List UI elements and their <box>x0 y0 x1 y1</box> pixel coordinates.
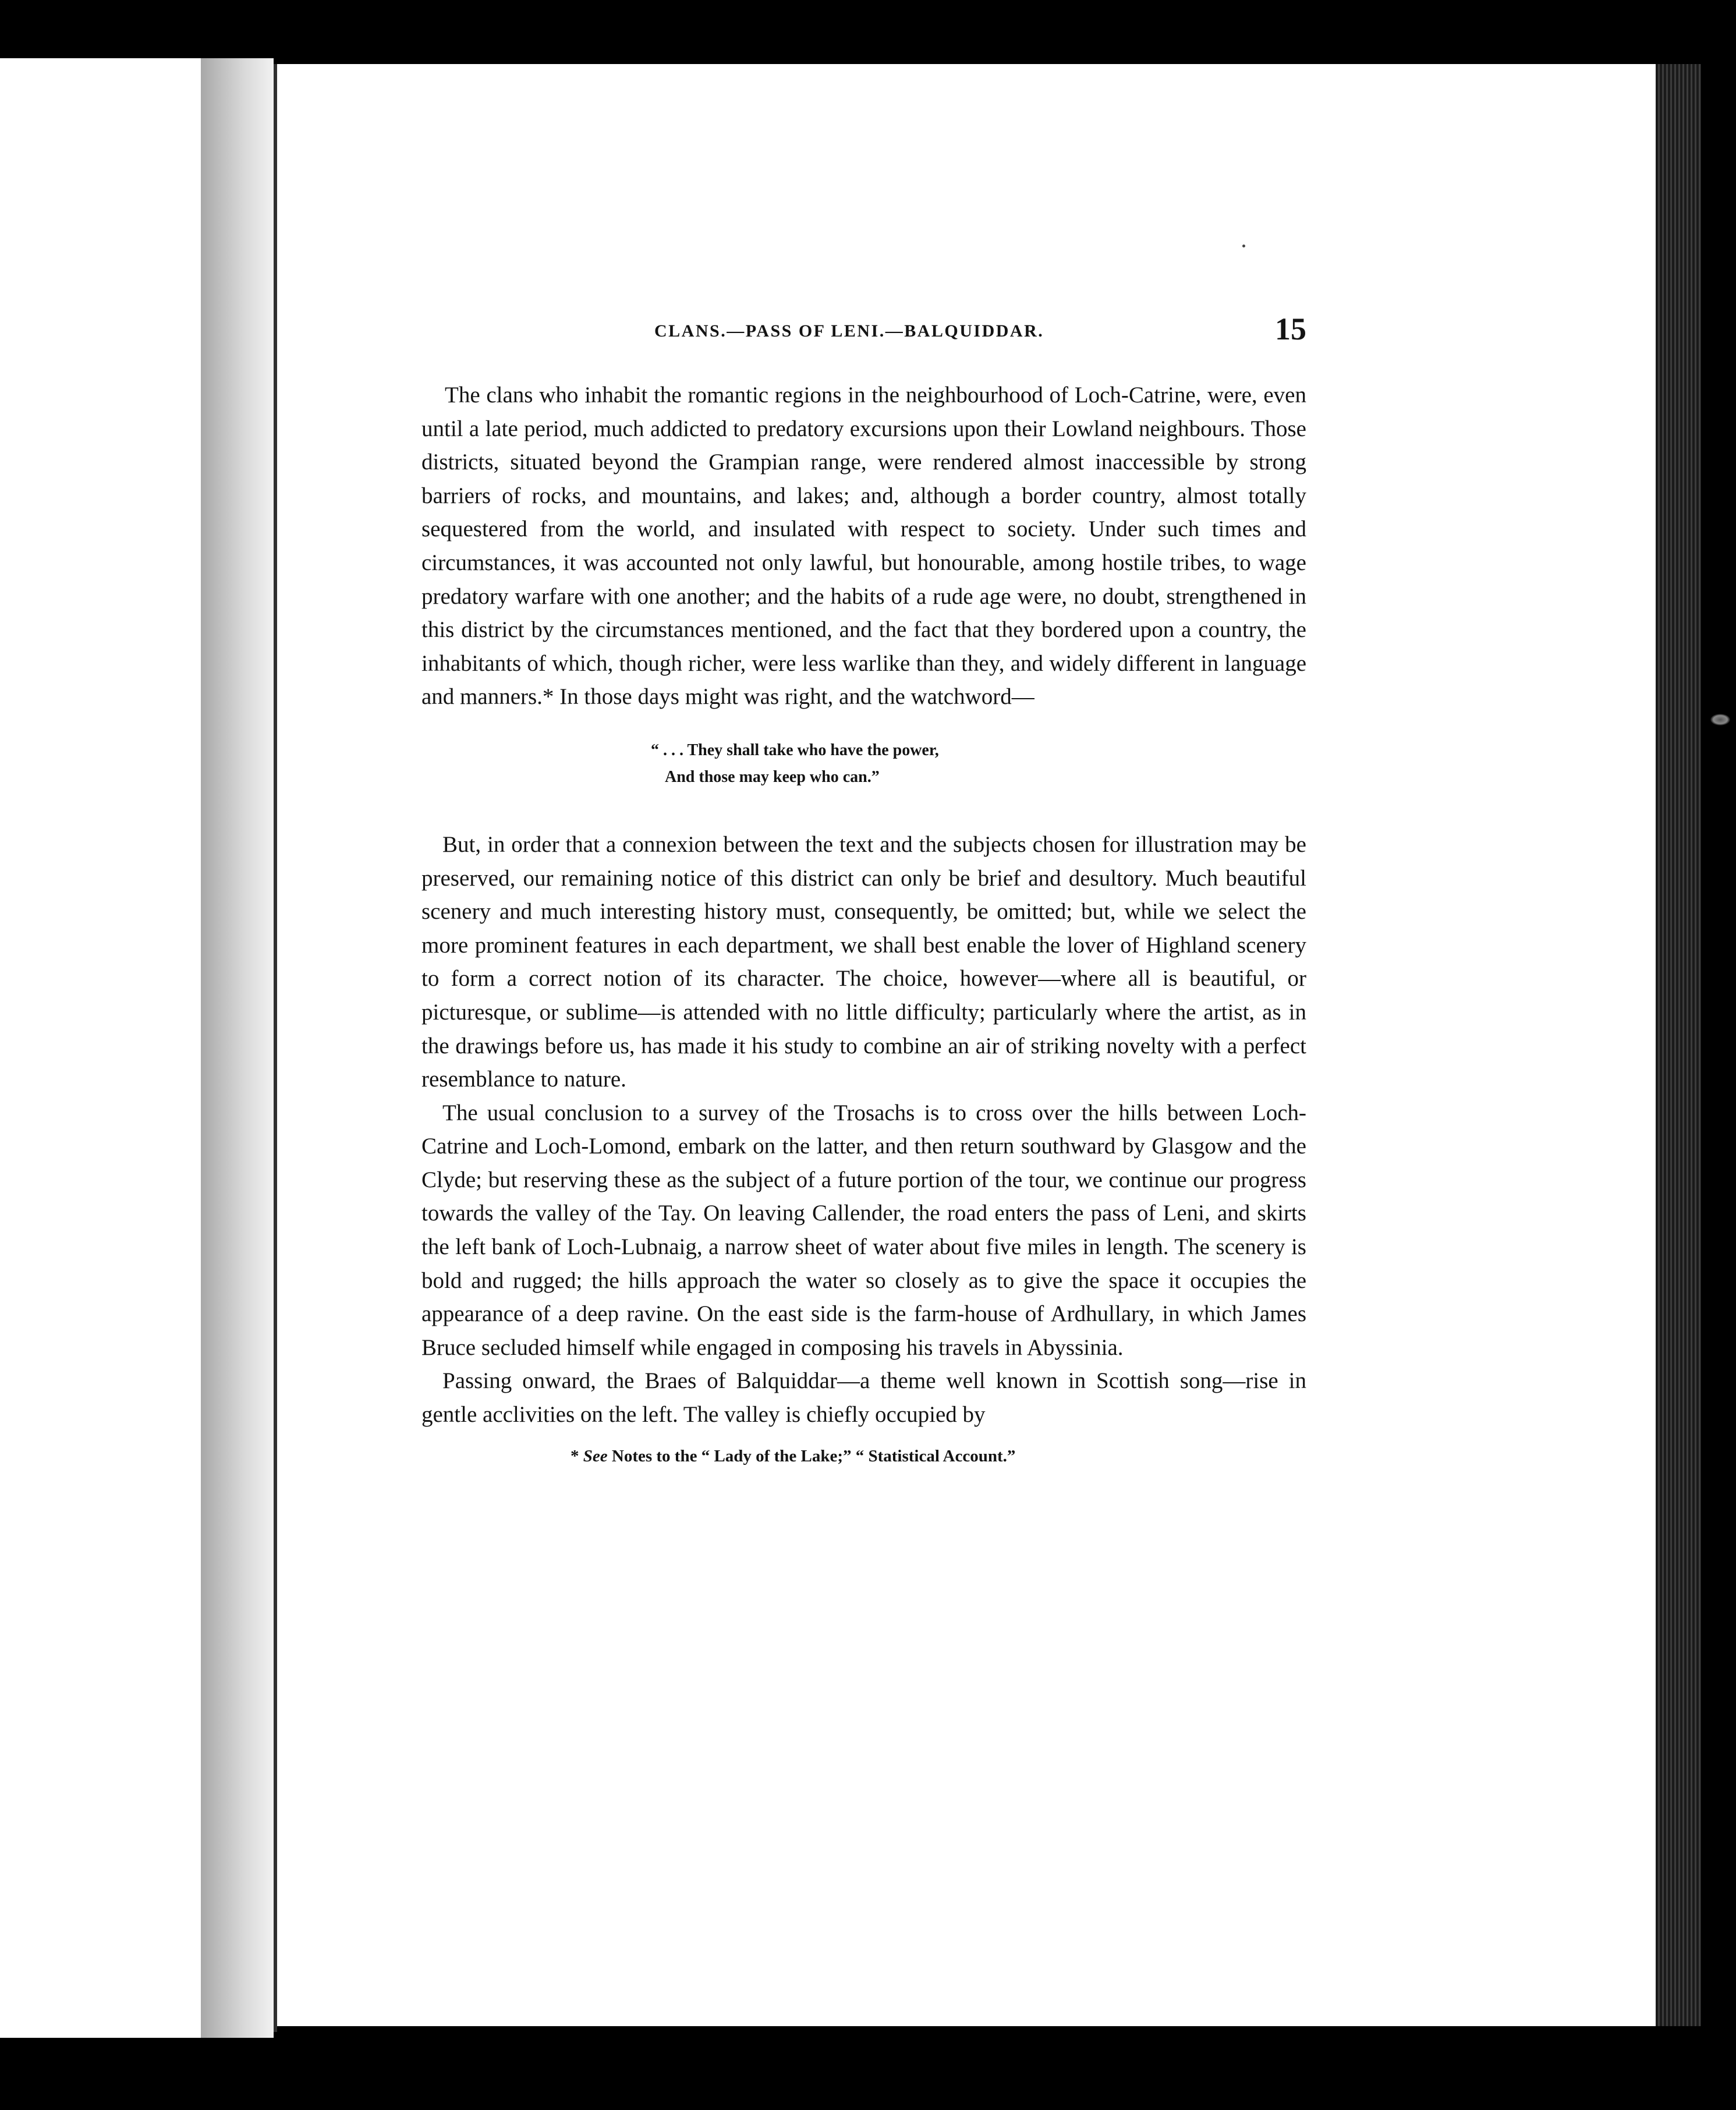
footnote-marker: * <box>571 1446 579 1465</box>
ink-blot <box>1710 714 1730 725</box>
paragraph-balquiddar: Passing onward, the Braes of Balquiddar—a theme well known in Scottish song—rise in gentle acclivities on the left. The valley is chiefly occupied by <box>421 1368 1306 1428</box>
verse-line: And those may keep who can.” <box>665 767 880 786</box>
facing-page <box>0 58 201 2038</box>
page-number: 15 <box>1275 311 1306 346</box>
page-edges <box>1656 64 1701 2026</box>
paragraph-trosachs: The usual conclusion to a survey of the Trosachs is to cross over the hills between Loch-Catrine and Loch-Lomond, embark on the latter, and then return southward by Glasgow and the Clyde; but reserving these as the subject of a future portion of the tour, we continue our progress towards the valley of the Tay. On leaving Callender, the road enters the pass of Leni, and skirts the left bank of Loch-Lubnaig, a narrow sheet of water about five miles in length. The scenery is bold and rugged; the hills approach the water so closely as to give the space it occupies the appearance of a deep ravine. On the east side is the farm-house of Ardhullary, in which James Bruce secluded himself while engaged in composing his travels in Abyssinia. <box>421 1100 1306 1360</box>
book-gutter <box>201 58 274 2038</box>
footnote-see: See <box>583 1446 608 1465</box>
paragraph-clans: The clans who inhabit the romantic regions in the neighbourhood of Loch-Catrine, were, even until a late period, much addicted to predatory excursions upon their Lowland neighbours. Those districts, situated beyond the Grampian range, were rendered almost inaccessible by strong barriers of rocks, and mountains, and lakes; and, although a border country, almost totally sequestered from the world, and insulated with respect to society. Under such times and circumstances, it was accounted not only lawful, but honourable, among hostile tribes, to wage predatory warfare with one another; and the habits of a rude age were, no doubt, strengthened in this district by the circumstances mentioned, and the fact that they bordered upon a country, the inhabitants of which, though richer, were less warlike than they, and widely different in language and manners.* In those days might was right, and the watchword— <box>421 383 1306 710</box>
footnote <box>571 1445 1306 1468</box>
page-text <box>421 311 1306 1468</box>
paragraph-illustration: But, in order that a connexion between the text and the subjects chosen for illustration may be preserved, our remaining notice of this district can only be brief and desultory. Much beautiful scenery and much interesting history must, consequently, be omitted; but, while we select the more prominent features in each department, we shall best enable the lover of Highland scenery to form a correct notion of its character. The choice, however—where all is beautiful, or picturesque, or sublime—is attended with no little difficulty; particularly where the artist, as in the drawings before us, has made it his study to combine an air of striking novelty with a perfect resemblance to nature. <box>421 831 1306 1092</box>
running-head <box>421 311 1306 355</box>
verse-line: “ . . . They shall take who have the power, <box>651 741 939 759</box>
ink-speck <box>1242 245 1245 247</box>
running-title: CLANS.—PASS OF LENI.—BALQUIDDAR. <box>654 321 1044 341</box>
verse-quotation <box>651 737 1306 791</box>
footnote-text: Notes to the “ Lady of the Lake;” “ Statistical Account.” <box>611 1446 1016 1465</box>
